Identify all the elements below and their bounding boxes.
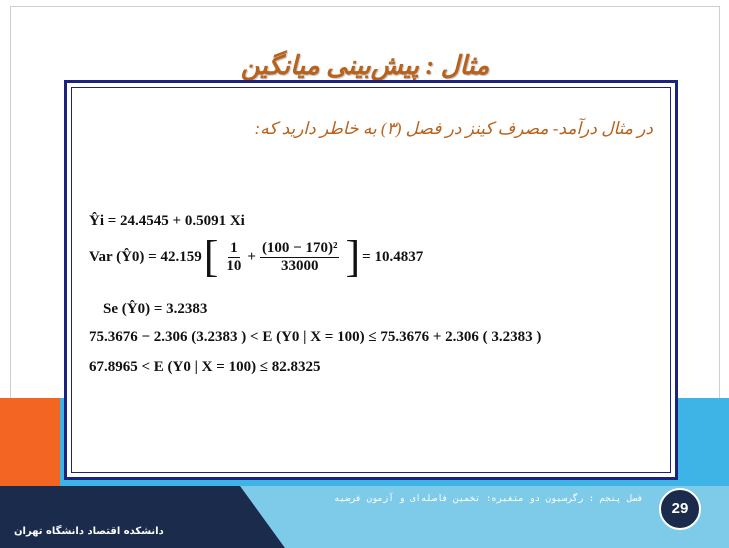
left-bracket: [ [203, 232, 219, 281]
chapter-label: فصل پنجم : رگرسیون دو متغیره: تخمین فاصله‌ای و آزمون فرضیه [334, 494, 643, 504]
page-number-badge: 29 [659, 488, 701, 530]
fraction-two-numerator: (100 − 170)² [261, 239, 338, 256]
variance-equation [89, 232, 424, 281]
standard-error-equation: Se (Ŷ0) = 3.2383 [103, 301, 208, 317]
fraction-one-denominator: 10 [226, 257, 242, 274]
variance-rhs: = 10.4837 [362, 248, 424, 265]
fraction-one [224, 240, 243, 275]
confidence-interval-equation: 75.3676 − 2.306 (3.2383 ) < E (Y0 | X = 100) ≤ 75.3676 + 2.306 ( 3.2383 ) [89, 329, 542, 345]
slide-title: مثال : پیش‌بینی میانگین [240, 51, 490, 80]
fraction-one-numerator: 1 [230, 239, 238, 256]
fraction-two [260, 240, 340, 275]
faculty-label: دانشکده اقتصاد دانشگاه تهران [14, 526, 164, 537]
interval-result-equation: 67.8965 < E (Y0 | X = 100) ≤ 82.8325 [89, 359, 321, 375]
content-box [64, 80, 678, 480]
variance-lhs: Var (Ŷ0) = 42.159 [89, 248, 202, 265]
fraction-two-denominator: 33000 [280, 257, 319, 274]
content-inner [67, 83, 675, 477]
intro-text: در مثال درآمد- مصرف کینز در فصل (۳) به خاطر دارید که: [254, 119, 653, 138]
right-bracket: ] [345, 232, 361, 281]
plus-sign: + [247, 248, 256, 265]
regression-equation: Ŷi = 24.4545 + 0.5091 Xi [89, 213, 245, 229]
